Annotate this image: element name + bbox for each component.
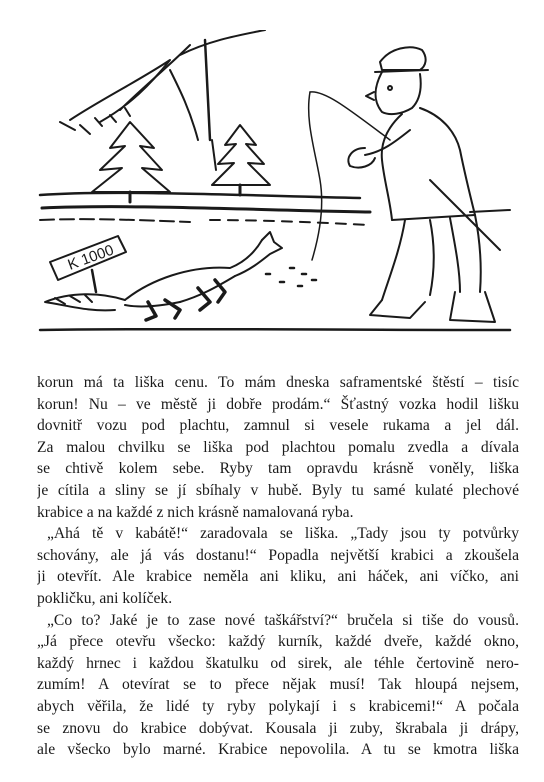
fox [45, 232, 282, 320]
text-line: „Ahá tě v kabátě!“ zaradovala se liška. „Tady jsou ty potvůrky [47, 525, 519, 543]
fir-tree-right [212, 125, 270, 195]
fox-and-driver-drawing [30, 30, 520, 345]
sign-text: K 1000 [65, 241, 117, 274]
text-line: je cítila a sliny se jí sbíhaly v hubě. Byly tu samé kulaté plechové [37, 481, 519, 499]
text-line: korun má ta liška cenu. To mám dneska saframentské štěstí – tisíc [37, 374, 519, 391]
text-line: pokličku, ani kolíček. [37, 589, 173, 607]
text-line: Za malou chvilku se liška pod plachtou pomalu zvedla a dívala [37, 438, 519, 456]
text-line: zumím! A otevírat se to přece nějak musí! Tak hloupá nejsem, [37, 676, 519, 694]
text-line: „Co to? Jaké je to zase nové taškářství?“ bručela si tiše do vousů. [47, 611, 519, 629]
text-line: krabice a na každé z nich krásně namalovaná ryba. [37, 503, 354, 521]
text-line: ale všecko bylo marné. Krabice nepovolila. A tu se kmotra liška [37, 741, 519, 759]
text-line: abych věřila, že lidé ty ryby polykají i s krabicemi!“ A počala [37, 697, 519, 715]
text-line: se znovu do krabice dobývat. Kousala ji zuby, škrabala ji drápy, [37, 719, 519, 737]
text-line: se chtivě kolem sebe. Ryby tam opravdu krásně voněly, liška [37, 460, 519, 478]
driver [309, 47, 500, 322]
text-line: každý hrnec i každou škatulku od sirek, ale téhle čertovině nero- [37, 654, 519, 672]
text-line: ji otevřít. Ale krabice neměla ani kliku, ani háček, ani víčko, ani [37, 568, 519, 586]
text-line: „Já přece otevřu všecko: každý kurník, každé dveře, každé okno, [37, 633, 519, 651]
text-line: korun! Nu – ve městě ji dobře prodám.“ Šťastný vozka hodil lišku [37, 395, 519, 413]
text-line: schovány, ale já vás dostanu!“ Popadla největší krabici a zkoušela [37, 546, 519, 564]
story-text [37, 372, 519, 761]
story-illustration [30, 30, 520, 345]
fir-tree-left [92, 122, 170, 202]
text-line: dovnitř vozu pod plachtu, zamnul si vesele rukama a jel dál. [37, 417, 519, 435]
